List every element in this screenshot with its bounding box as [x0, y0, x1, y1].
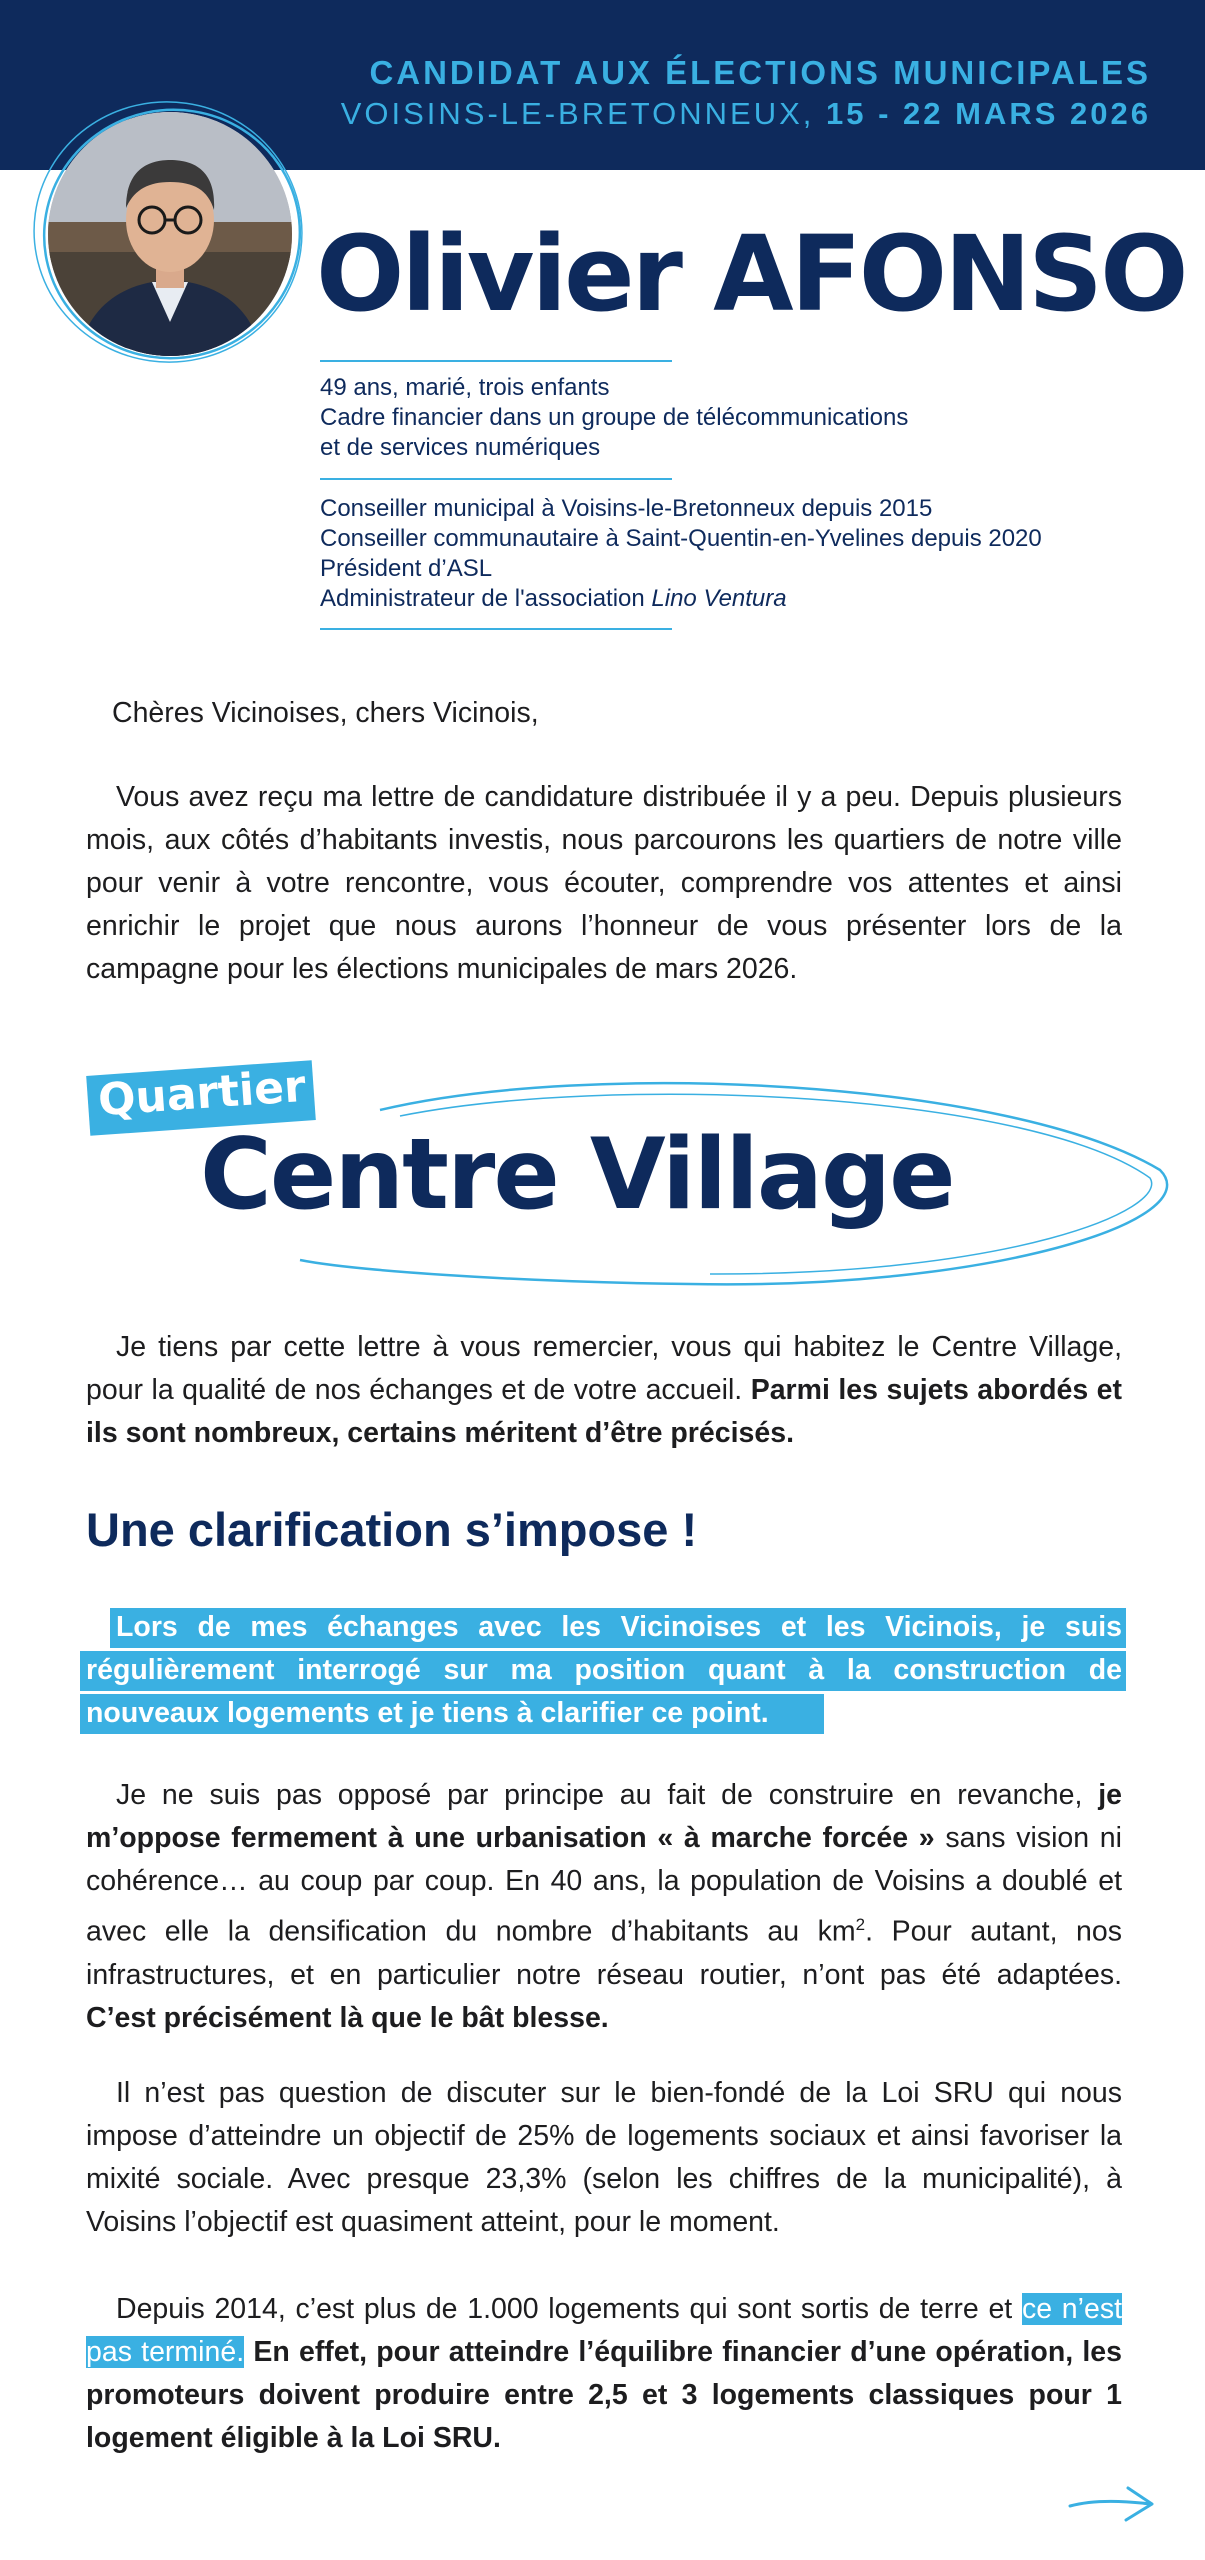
candidate-portrait: [30, 92, 310, 372]
bio-roles: [320, 494, 1042, 614]
housing-paragraph: [86, 2288, 1122, 2460]
bio-line: 49 ans, marié, trois enfants: [320, 374, 610, 401]
bio-line: Cadre financier dans un groupe de télécommunications: [320, 404, 909, 431]
thanks-paragraph: [86, 1326, 1122, 1455]
highlight-paragraph: Lors de mes échanges avec les Vicinoises et les Vicinois, je suis régulièrement interrogé sur ma position quant à la construction de nouveaux logements et je tiens à clarifier ce point.: [86, 1611, 1122, 1729]
bio-divider-middle: [320, 478, 672, 480]
thanks-text: Je tiens par cette lettre à vous remercier, vous qui habitez le Centre Village, pour la qualité de nos échanges et de votre accueil.: [86, 1331, 1122, 1406]
bio-line: et de services numériques: [320, 434, 601, 461]
header-dates: 15 - 22 MARS 2026: [826, 96, 1151, 131]
bio-admin-association: Lino Ventura: [651, 585, 787, 612]
bio-line: Président d’ASL: [320, 555, 493, 582]
p5-text-a: Depuis 2014, c’est plus de 1.000 logements qui sont sortis de terre et: [116, 2293, 1022, 2325]
p3-superscript: 2: [855, 1915, 866, 1934]
photo-ring-decoration: [30, 92, 310, 372]
bio-line-admin: [320, 584, 1042, 614]
p5-highlight: ce n’est pas terminé.: [86, 2293, 1122, 2368]
header-subtitle: [341, 96, 1151, 132]
p3-bold-e: C’est précisément là que le bât blesse.: [86, 2001, 609, 2034]
bio-admin-prefix: Administrateur de l'association: [320, 585, 652, 612]
p3-text-d: . Pour autant, nos infrastructures, et en particulier notre réseau routier, n’ont pas été adaptées.: [86, 1915, 1123, 1991]
header-title: CANDIDAT AUX ÉLECTIONS MUNICIPALES: [369, 54, 1151, 91]
bio-divider-top: [320, 360, 672, 362]
district-name: Centre Village: [200, 1118, 954, 1232]
intro-paragraph: Vous avez reçu ma lettre de candidature distribuée il y a peu. Depuis plusieurs mois, aux côtés d’habitants investis, nous parcourons les quartiers de notre ville pour venir à votre rencontre, vous écouter, comprendre vos attentes et ainsi enrichir le projet que nous aurons l’honneur de vous présenter lors de la campagne pour les élections municipales de mars 2026.: [86, 781, 1122, 985]
section-title: Une clarification s’impose !: [86, 1503, 698, 1556]
bio-line: Conseiller communautaire à Saint-Quentin-en-Yvelines depuis 2020: [320, 525, 1042, 552]
p3-bold-b: je m’oppose fermement à une urbanisation « à marche forcée »: [86, 1779, 1122, 1854]
p5-bold: En effet, pour atteindre l’équilibre financier d’une opération, les promoteurs doivent produire entre 2,5 et 3 logements classiques pour 1 logement éligible à la Loi SRU.: [86, 2336, 1122, 2454]
urbanisation-paragraph: [86, 1774, 1122, 2040]
arrow-right-icon: [1066, 2480, 1158, 2528]
sru-paragraph: Il n’est pas question de discuter sur le bien-fondé de la Loi SRU qui nous impose d’atteindre un objectif de 25% de logements sociaux et ainsi favoriser la mixité sociale. Avec presque 23,3% (selon les chiffres de la municipalité), à Voisins l’objectif est quasiment atteint, pour le moment.: [86, 2077, 1122, 2238]
header-place: VOISINS-LE-BRETONNEUX,: [340, 96, 827, 131]
p3-text-c: sans vision ni cohérence… au coup par coup. En 40 ans, la population de Voisins a doublé et avec elle la densification du nombre d’habitants au km: [86, 1822, 1122, 1948]
thanks-bold: Parmi les sujets abordés et ils sont nombreux, certains méritent d’être précisés.: [86, 1374, 1122, 1449]
candidate-name: Olivier AFONSO: [316, 213, 1186, 335]
bio-divider-bottom: [320, 628, 672, 630]
p3-text-a: Je ne suis pas opposé par principe au fait de construire en revanche,: [116, 1779, 1099, 1811]
bio-personal: [320, 373, 908, 463]
letter-greeting: Chères Vicinoises, chers Vicinois,: [112, 697, 539, 729]
bio-line: Conseiller municipal à Voisins-le-Bretonneux depuis 2015: [320, 495, 933, 522]
district-label: Quartier: [96, 1060, 308, 1127]
